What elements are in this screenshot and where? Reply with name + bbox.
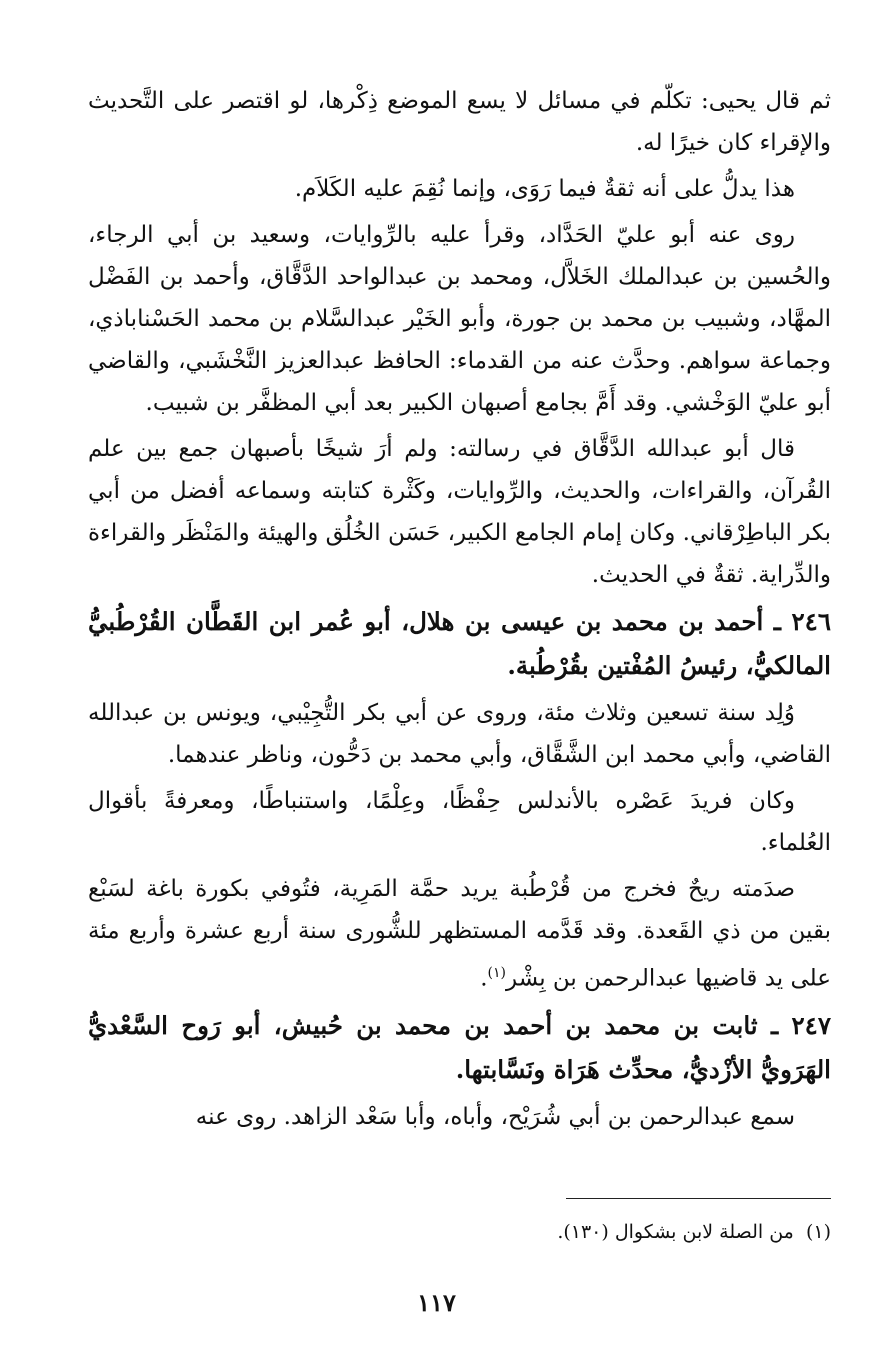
footnote-divider <box>566 1198 831 1199</box>
footnote-marker: (١) <box>805 1221 831 1243</box>
paragraph: ثم قال يحيى: تكلّم في مسائل لا يسع الموضع ذِكْرها، لو اقتصر على التَّحديث والإقراء كان خيرًا له. <box>88 88 831 156</box>
paragraph: قال أبو عبدالله الدَّقَّاق في رسالته: ولم أرَ شيخًا بأصبهان جمع بين علم القُرآن، والقراءات، والحديث، والرِّوايات، وكَثْرة كتابته وسماعه أفضل من أبي بكر الباطِرْقاني. وكان إمام الجامع الكبير، حَسَن الخُلُق والهيئة والمَنْظَر والقراءة والدِّراية. ثقةٌ في الحديث. <box>88 436 831 588</box>
footnote-reference[interactable]: (١) <box>487 965 506 981</box>
entry-heading-246: ٢٤٦ ـ أحمد بن محمد بن عيسى بن هلال، أبو عُمر ابن القَطَّان القُرْطُبيُّ المالكيُّ، رئيسُ المُفْتين بقُرْطُبة. <box>88 607 831 680</box>
paragraph: وكان فريدَ عَصْره بالأندلس حِفْظًا، وعِلْمًا، واستنباطًا، ومعرفةً بأقوال العُلماء. <box>88 788 831 856</box>
footnote <box>88 1217 831 1247</box>
paragraph: هذا يدلُّ على أنه ثقةٌ فيما رَوَى، وإنما نُقِمَ عليه الكَلاَم. <box>294 176 795 202</box>
paragraph-text: صدَمته ريحٌ فخرج من قُرْطُبة يريد حمَّة المَرِية، فتُوفي بكورة باغة لسَبْع بقين من ذي القَعدة. وقد قَدَّمه المستظهر للشُّورى سنة أربع عشرة وأربع مئة على يد قاضيها عبدالرحمن بن بِشْر <box>88 876 831 992</box>
paragraph: روى عنه أبو عليّ الحَدَّاد، وقرأ عليه بالرِّوايات، وسعيد بن أبي الرجاء، والحُسين بن عبدالملك الخَلاَّل، ومحمد بن عبدالواحد الدَّقَّاق، وأحمد بن الفَضْل المهَّاد، وشبيب بن محمد بن جورة، وأبو الخَيْر عبدالسَّلام بن محمد الحَسْناباذي، وجماعة سواهم. وحدَّث عنه من القدماء: الحافظ عبدالعزيز النَّخْشَبي، والقاضي أبو عليّ الوَخْشي. وقد أَمَّ بجامع أصبهان الكبير بعد أبي المظفَّر بن شبيب. <box>88 222 831 416</box>
entry-heading-247: ٢٤٧ ـ ثابت بن محمد بن أحمد بن محمد بن حُبيش، أبو رَوح السَّعْديُّ الهَرَويُّ الأزْديُّ، محدِّث هَرَاة ونَسَّابتها. <box>88 1010 831 1084</box>
page-number: ١١٧ <box>417 1288 456 1317</box>
footnote-text: من الصلة لابن بشكوال (١٣٠). <box>557 1221 794 1243</box>
paragraph: وُلِد سنة تسعين وثلاث مئة، وروى عن أبي بكر التُّجِيْبي، ويونس بن عبدالله القاضي، وأبي محمد ابن الشَّقَّاق، وأبي محمد بن دَحُّون، وناظر عندهما. <box>88 700 831 768</box>
paragraph: صدَمته ريحٌ فخرج من قُرْطُبة يريد حمَّة المَرِية، فتُوفي بكورة باغة لسَبْع بقين من ذي القَعدة. وقد قَدَّمه المستظهر للشُّورى سنة أربع عشرة وأربع مئة على يد قاضيها عبدالرحمن بن بِشْر$^{(١)}$. <box>88 876 831 992</box>
paragraph: سمع عبدالرحمن بن أبي شُرَيْح، وأباه، وأبا سَعْد الزاهد. روى عنه <box>195 1103 795 1130</box>
footnotes-section <box>88 1198 831 1247</box>
